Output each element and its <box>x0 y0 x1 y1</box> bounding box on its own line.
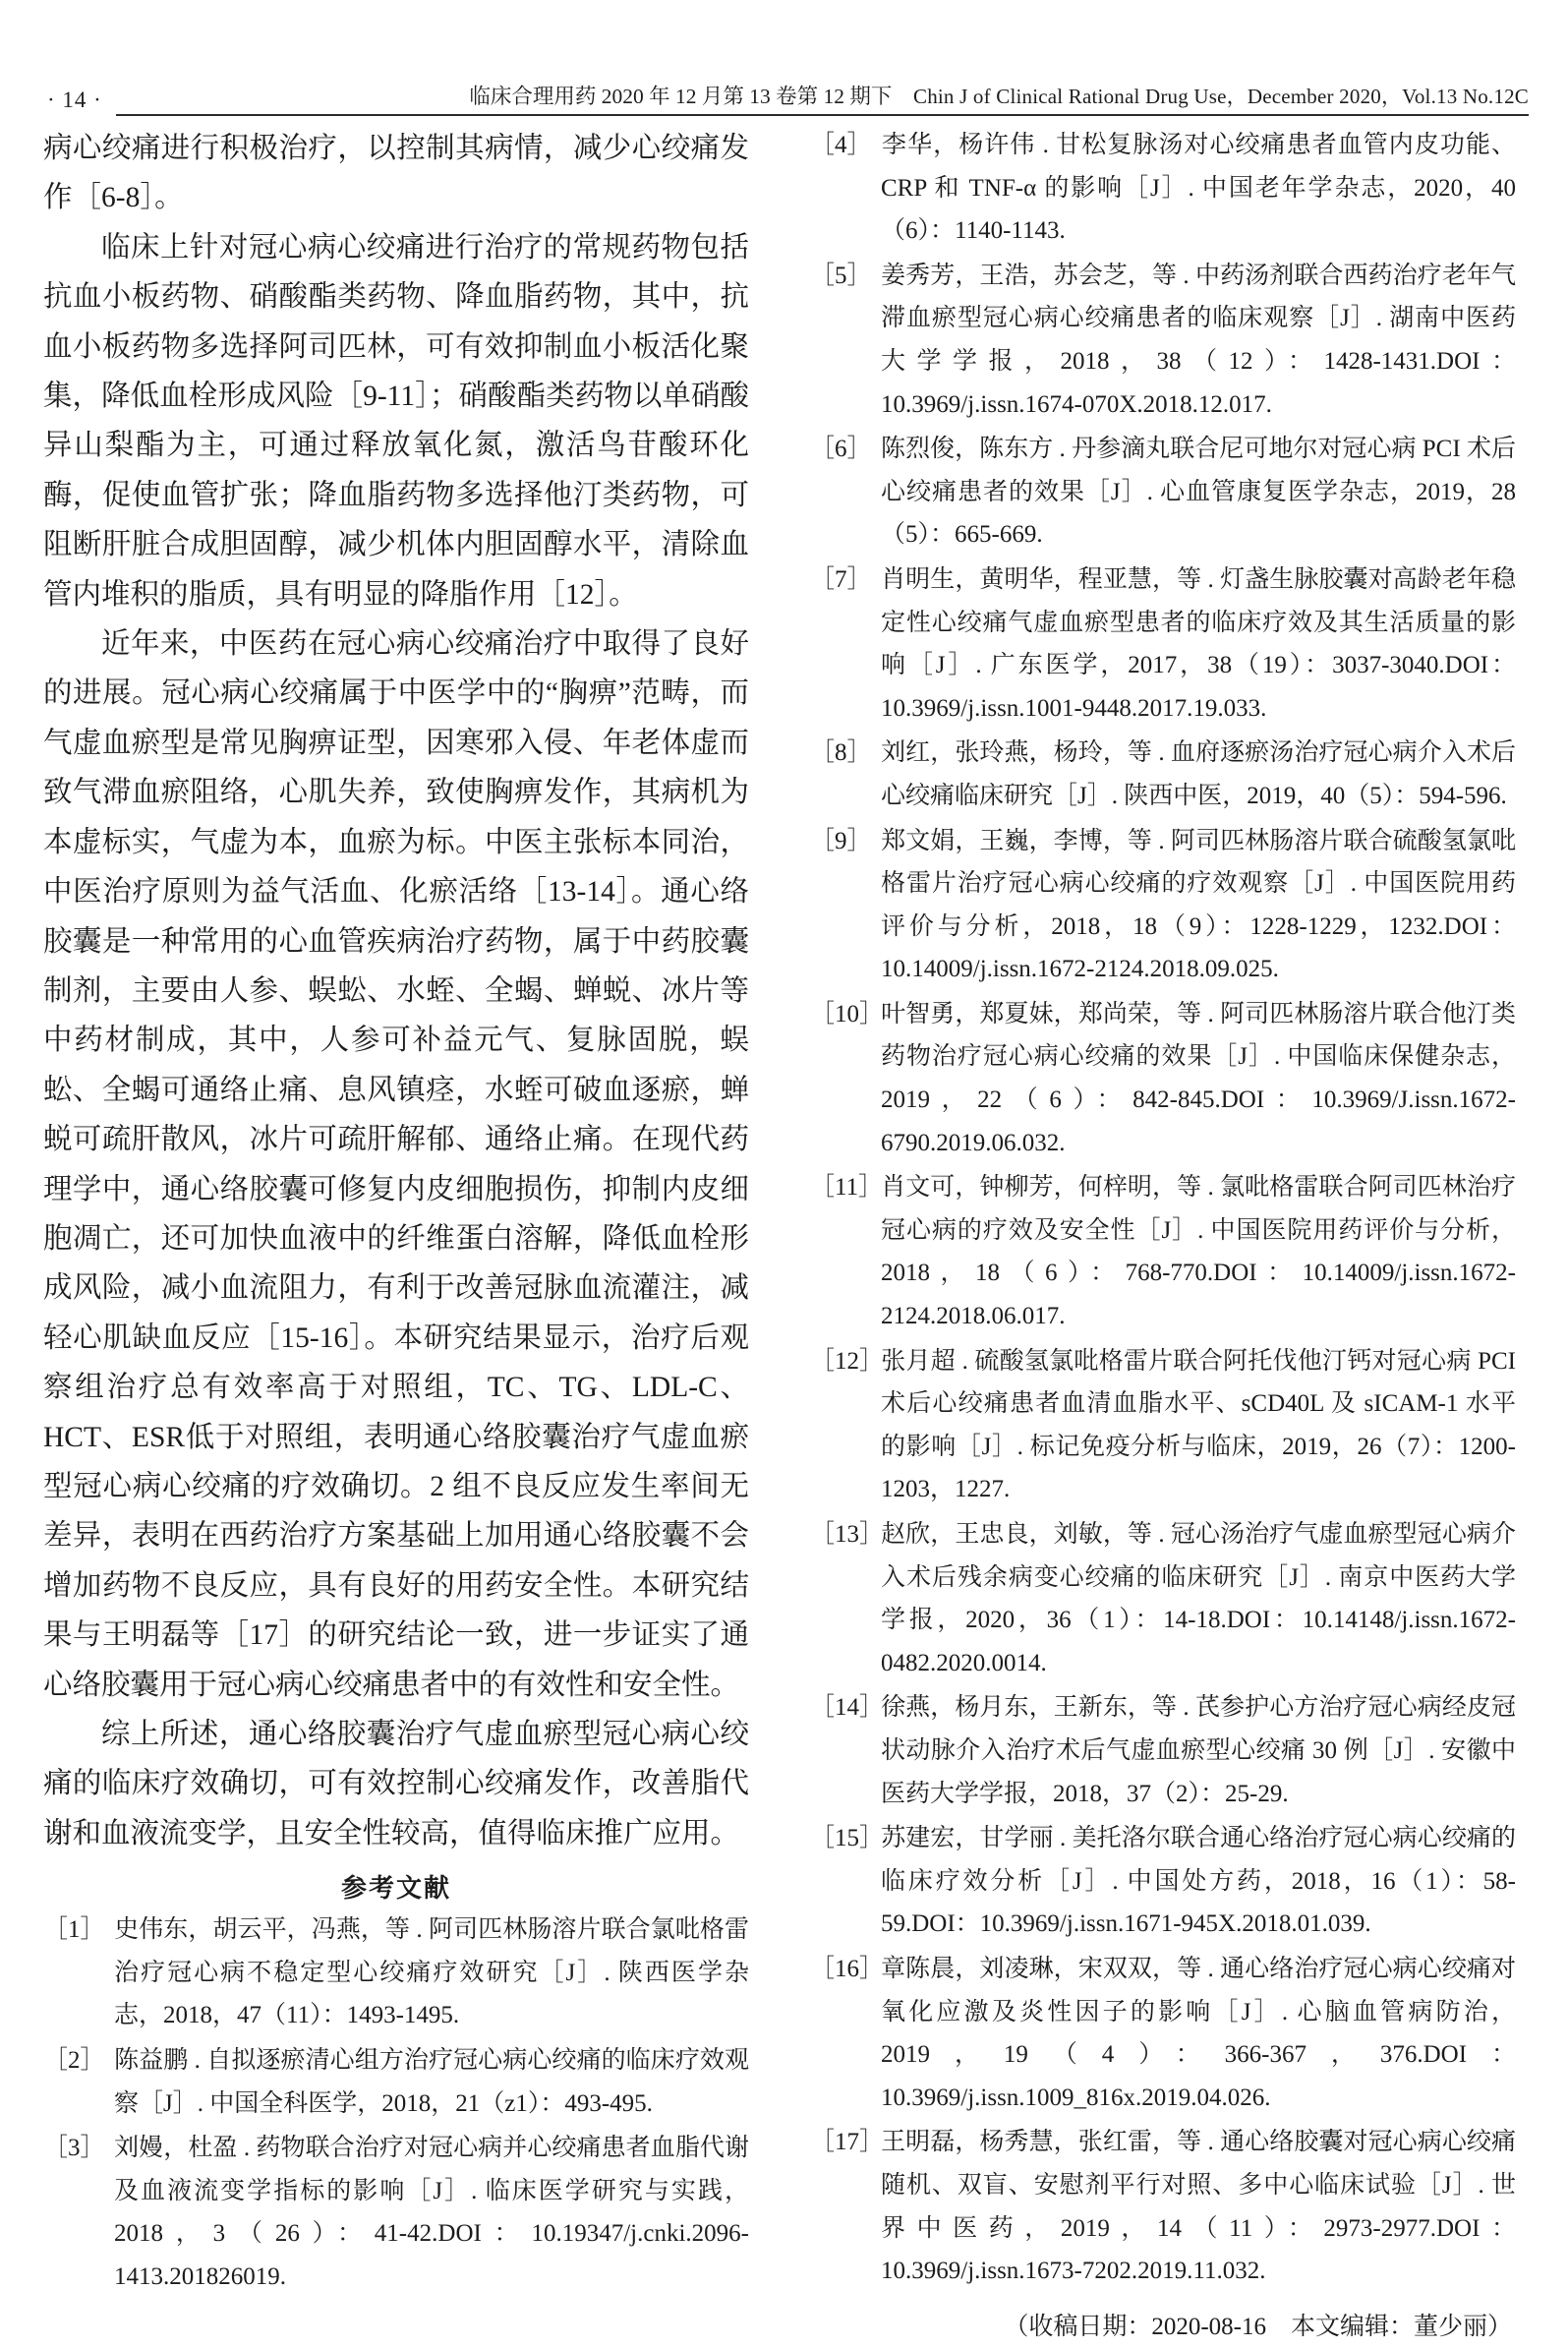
reference-text: 陈益鹏 . 自拟逐瘀清心组方治疗冠心病心绞痛的临床疗效观察［J］. 中国全科医学，2018，21（z1）：493-495. <box>114 2047 749 2117</box>
reference-number: ［14］ <box>810 1694 885 1722</box>
reference-text: 肖明生，黄明华，程亚慧，等 . 灯盏生脉胶囊对高龄老年稳定性心绞痛气虚血瘀型患者的临床疗效及其生活质量的影响［J］. 广东医学，2017，38（19）：3037-3040.DOI：10.3969/j.issn.1001-9448.2017.19.033. <box>881 565 1516 722</box>
reference-number: ［9］ <box>810 827 872 854</box>
reference-text: 王明磊，杨秀慧，张红雷，等 . 通心络胶囊对冠心病心绞痛随机、双盲、安慰剂平行对照、多中心临床试验［J］. 世界中医药，2019，14（11）：2973-2977.DOI：10.3969/j.issn.1673-7202.2019.11.032. <box>881 2129 1516 2285</box>
reference-text: 叶智勇，郑夏妹，郑尚荣，等 . 阿司匹林肠溶片联合他汀类药物治疗冠心病心绞痛的效果［J］. 中国临床保健杂志，2019，22（6）：842-845.DOI：10.3969/J.issn.1672-6790.2019.06.032. <box>881 1000 1516 1156</box>
reference-text: 章陈晨，刘凌琳，宋双双，等 . 通心络治疗冠心病心绞痛对氧化应激及炎性因子的影响［J］. 心脑血管病防治，2019，19（4）：366-367，376.DOI：10.3969/j.issn.1009_816x.2019.04.026. <box>881 1955 1516 2111</box>
references-list-left <box>43 1908 749 2298</box>
reference-text: 赵欣，王忠良，刘敏，等 . 冠心汤治疗气虚血瘀型冠心病介入术后残余病变心绞痛的临床研究［J］. 南京中医药大学学报，2020，36（1）：14-18.DOI：10.14148/j.issn.1672-0482.2020.0014. <box>881 1521 1516 1676</box>
left-column <box>43 124 749 2348</box>
reference-number: ［8］ <box>810 739 872 767</box>
reference-text: 张月超 . 硫酸氢氯吡格雷片联合阿托伐他汀钙对冠心病 PCI 术后心绞痛患者血清血脂水平、sCD40L 及 sICAM-1 水平的影响［J］. 标记免疫分析与临床，2019，26（7）：1200-1203，1227. <box>881 1347 1516 1503</box>
paragraph-2 <box>43 223 749 619</box>
reference-item <box>810 1340 1516 1511</box>
reference-number: ［11］ <box>810 1174 884 1202</box>
paragraph-4 <box>43 1710 749 1858</box>
running-head <box>47 77 1529 116</box>
reference-number: ［1］ <box>43 1916 105 1944</box>
reference-text: 刘嫚，杜盈 . 药物联合治疗对冠心病并心绞痛患者血脂代谢及血液流变学指标的影响［J］. 临床医学研究与实践，2018，3（26）：41-42.DOI：10.19347/j.cnki.2096-1413.201826019. <box>114 2135 749 2290</box>
running-head-text <box>469 80 1529 110</box>
reference-item <box>810 1686 1516 1815</box>
reference-number: ［7］ <box>810 565 872 593</box>
reference-text: 苏建宏，甘学丽 . 美托洛尔联合通心络治疗冠心病心绞痛的临床疗效分析［J］. 中国处方药，2018，16（1）：58-59.DOI：10.3969/j.issn.1671-945X.2018.01.039. <box>881 1825 1516 1938</box>
journal-title-cn: 临床合理用药 2020 年 12 月第 13 卷第 12 期下 <box>469 85 893 108</box>
reference-text: 肖文可，钟柳芳，何梓明，等 . 氯吡格雷联合阿司匹林治疗冠心病的疗效及安全性［J］. 中国医院用药评价与分析，2018，18（6）：768-770.DOI：10.14009/j.issn.1672-2124.2018.06.017. <box>881 1174 1516 1330</box>
reference-item <box>43 2039 749 2125</box>
reference-item <box>810 993 1516 1164</box>
reference-item <box>810 1166 1516 1337</box>
reference-item <box>43 2127 749 2298</box>
references-heading: 参考文献 <box>340 1874 451 1905</box>
reference-number: ［12］ <box>810 1347 885 1375</box>
reference-item <box>810 428 1516 557</box>
reference-number: ［4］ <box>810 132 872 158</box>
reference-item <box>810 2121 1516 2292</box>
submission-footer-note: （收稿日期：2020-08-16 本文编辑：董少丽） <box>1004 2313 1512 2340</box>
reference-text: 徐燕，杨月东，王新东，等 . 芪参护心方治疗冠心病经皮冠状动脉介入治疗术后气虚血瘀型心绞痛 30 例［J］. 安徽中医药大学学报，2018，37（2）：25-29. <box>881 1694 1516 1807</box>
running-head-rule <box>116 80 1529 116</box>
reference-text: 刘红，张玲燕，杨玲，等 . 血府逐瘀汤治疗冠心病介入术后心绞痛临床研究［J］. 陕西中医，2019，40（5）：594-596. <box>881 739 1516 809</box>
paragraph-4-text: 综上所述，通心络胶囊治疗气虚血瘀型冠心病心绞痛的临床疗效确切，可有效控制心绞痛发作，改善脂代谢和血液流变学，且安全性较高，值得临床推广应用。 <box>43 1719 749 1849</box>
reference-item <box>810 820 1516 991</box>
reference-item <box>810 1513 1516 1684</box>
reference-number: ［17］ <box>810 2129 885 2156</box>
reference-item <box>810 732 1516 817</box>
page-folio: · 14 · <box>47 88 102 112</box>
reference-number: ［15］ <box>810 1825 885 1852</box>
reference-item <box>43 1908 749 2037</box>
paragraph-1-text: 病心绞痛进行积极治疗，以控制其病情，减少心绞痛发作［6-8］。 <box>43 133 749 214</box>
reference-text: 姜秀芳，王浩，苏会芝，等 . 中药汤剂联合西药治疗老年气滞血瘀型冠心病心绞痛患者的临床观察［J］. 湖南中医药大学学报，2018，38（12）：1428-1431.DOI：10.3969/j.issn.1674-070X.2018.12.017. <box>881 262 1516 418</box>
reference-text: 史伟东，胡云平，冯燕，等 . 阿司匹林肠溶片联合氯吡格雷治疗冠心病不稳定型心绞痛疗效研究［J］. 陕西医学杂志，2018，47（11）：1493-1495. <box>114 1916 749 2029</box>
reference-number: ［6］ <box>810 436 872 463</box>
reference-text: 李华，杨许伟 . 甘松复脉汤对心绞痛患者血管内皮功能、CRP 和 TNF-α 的影响［J］. 中国老年学杂志，2020，40（6）：1140-1143. <box>881 132 1516 245</box>
paragraph-2-text: 临床上针对冠心病心绞痛进行治疗的常规药物包括抗血小板药物、硝酸酯类药物、降血脂药物，其中，抗血小板药物多选择阿司匹林，可有效抑制血小板活化聚集，降低血栓形成风险［9-11］；硝酸酯类药物以单硝酸异山梨酯为主，可通过释放氧化氮，激活鸟苷酸环化酶，促使血管扩张；降血脂药物多选择他汀类药物，可阻断肝脏合成胆固醇，减少机体内胆固醇水平，清除血管内堆积的脂质，具有明显的降脂作用［12］。 <box>43 231 749 611</box>
journal-title-en: Chin J of Clinical Rational Drug Use，December 2020，Vol.13 No.12C <box>912 85 1529 108</box>
reference-item <box>810 1948 1516 2119</box>
reference-text: 郑文娟，王巍，李博，等 . 阿司匹林肠溶片联合硫酸氢氯吡格雷片治疗冠心病心绞痛的疗效观察［J］. 中国医院用药评价与分析，2018，18（9）：1228-1229，1232.DOI：10.14009/j.issn.1672-2124.2018.09.025. <box>881 827 1516 983</box>
reference-number: ［5］ <box>810 262 872 289</box>
paragraph-1 <box>43 124 749 223</box>
reference-number: ［3］ <box>43 2135 105 2162</box>
reference-number: ［16］ <box>810 1955 885 1982</box>
paragraph-3-text: 近年来，中医药在冠心病心绞痛治疗中取得了良好的进展。冠心病心绞痛属于中医学中的“胸痹”范畴，而气虚血瘀型是常见胸痹证型，因寒邪入侵、年老体虚而致气滞血瘀阻络，心肌失养，致使胸痹发作，其病机为本虚标实，气虚为本，血瘀为标。中医主张标本同治，中医治疗原则为益气活血、化瘀活络［13-14］。通心络胶囊是一种常用的心血管疾病治疗药物，属于中药胶囊制剂，主要由人参、蜈蚣、水蛭、全蝎、蝉蜕、冰片等中药材制成，其中，人参可补益元气、复脉固脱，蜈蚣、全蝎可通络止痛、息风镇痉，水蛭可破血逐瘀，蝉蜕可疏肝散风，冰片可疏肝解郁、通络止痛。在现代药理学中，通心络胶囊可修复内皮细胞损伤，抑制内皮细胞凋亡，还可加快血液中的纤维蛋白溶解，降低血栓形成风险，减小血流阻力，有利于改善冠脉血流灌注，减轻心肌缺血反应［15-16］。本研究结果显示，治疗后观察组治疗总有效率高于对照组，TC、TG、LDL-C、HCT、ESR低于对照组，表明通心络胶囊治疗气虚血瘀型冠心病心绞痛的疗效确切。2 组不良反应发生率间无差异，表明在西药治疗方案基础上加用通心络胶囊不会增加药物不良反应，具有良好的用药安全性。本研究结果与王明磊等［17］的研究结论一致，进一步证实了通心络胶囊用于冠心病心绞痛患者中的有效性和安全性。 <box>43 628 749 1701</box>
reference-number: ［10］ <box>810 1000 885 1027</box>
reference-item <box>810 1817 1516 1946</box>
reference-item <box>810 558 1516 730</box>
reference-item <box>810 255 1516 426</box>
paragraph-3 <box>43 619 749 1710</box>
right-column <box>810 124 1516 2348</box>
reference-text: 陈烈俊，陈东方 . 丹参滴丸联合尼可地尔对冠心病 PCI 术后心绞痛患者的效果［J］. 心血管康复医学杂志，2019，28（5）：665-669. <box>881 436 1516 549</box>
reference-number: ［13］ <box>810 1521 885 1548</box>
references-list-right <box>810 124 1516 2293</box>
reference-item <box>810 124 1516 253</box>
reference-number: ［2］ <box>43 2047 105 2074</box>
two-column-body <box>43 124 1528 2348</box>
